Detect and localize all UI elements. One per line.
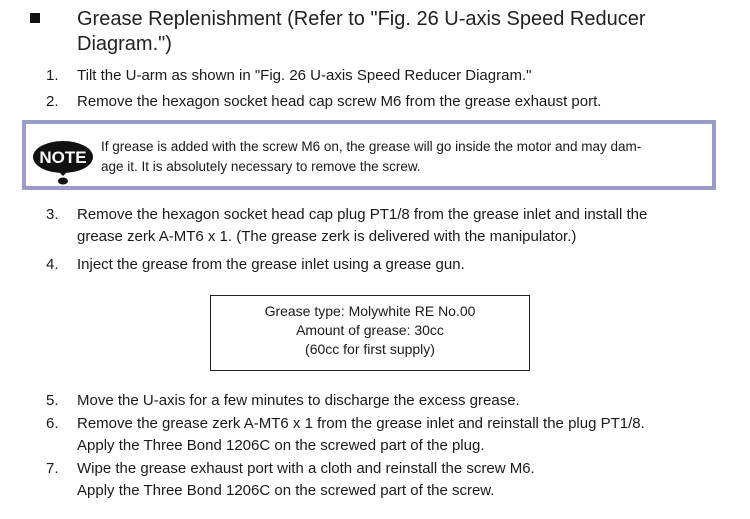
grease-type: Grease type: Molywhite RE No.00 bbox=[264, 303, 476, 319]
step-number: 2. bbox=[46, 93, 59, 110]
step-line: Remove the hexagon socket head cap screw M6 from the grease exhaust port. bbox=[77, 93, 602, 110]
step-line: Inject the grease from the grease inlet using a grease gun. bbox=[77, 256, 465, 273]
square-bullet-icon bbox=[30, 13, 40, 23]
note-text bbox=[101, 137, 713, 177]
heading-text bbox=[77, 7, 727, 57]
first-supply-amount: (60cc for first supply) bbox=[305, 341, 435, 357]
step-line: Remove the grease zerk A-MT6 x 1 from the grease inlet and reinstall the plug PT1/8. bbox=[77, 415, 645, 432]
step-number: 7. bbox=[46, 460, 59, 477]
note-line-2: age it. It is absolutely necessary to remove the screw. bbox=[101, 159, 421, 174]
step-number: 1. bbox=[46, 67, 59, 84]
step-line: Apply the Three Bond 1206C on the screwed part of the plug. bbox=[77, 437, 485, 454]
step-text bbox=[77, 458, 737, 502]
step-number: 6. bbox=[46, 415, 59, 432]
note-box bbox=[22, 120, 716, 190]
step-line: Move the U-axis for a few minutes to discharge the excess grease. bbox=[77, 392, 520, 409]
step-text bbox=[77, 91, 737, 113]
step-line: Tilt the U-arm as shown in "Fig. 26 U-axis Speed Reducer Diagram." bbox=[77, 67, 532, 84]
note-icon-label: NOTE bbox=[39, 148, 87, 167]
grease-spec-box bbox=[210, 295, 530, 371]
step-text bbox=[77, 390, 737, 412]
step-line: Wipe the grease exhaust port with a cloth and reinstall the screw M6. bbox=[77, 460, 535, 477]
step-text bbox=[77, 413, 737, 457]
step-number: 4. bbox=[46, 256, 59, 273]
heading-line-1: Grease Replenishment (Refer to "Fig. 26 U-axis Speed Reducer bbox=[77, 8, 646, 30]
note-icon bbox=[32, 136, 94, 186]
step-text bbox=[77, 65, 737, 87]
step-number: 5. bbox=[46, 392, 59, 409]
grease-amount: Amount of grease: 30cc bbox=[296, 322, 444, 338]
step-line: Remove the hexagon socket head cap plug PT1/8 from the grease inlet and install the bbox=[77, 206, 648, 223]
step-line: Apply the Three Bond 1206C on the screwed part of the screw. bbox=[77, 482, 495, 499]
heading-line-2: Diagram.") bbox=[77, 33, 172, 55]
step-text bbox=[77, 254, 737, 276]
step-number: 3. bbox=[46, 206, 59, 223]
step-text bbox=[77, 204, 737, 248]
step-line: grease zerk A-MT6 x 1. (The grease zerk is delivered with the manipulator.) bbox=[77, 228, 577, 245]
note-line-1: If grease is added with the screw M6 on, the grease will go inside the motor and may dam- bbox=[101, 139, 642, 154]
